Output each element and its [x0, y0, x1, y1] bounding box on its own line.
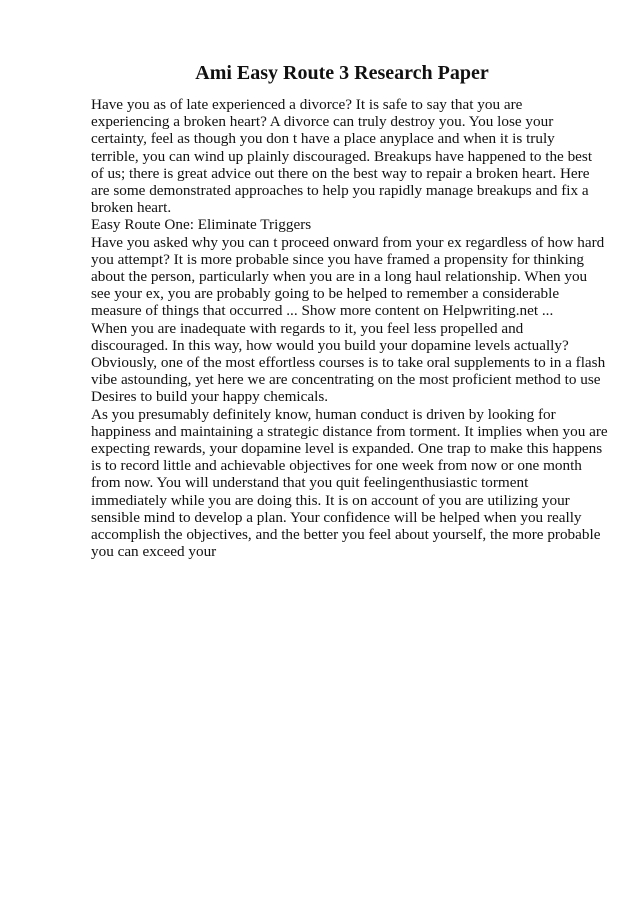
document-body	[91, 96, 608, 561]
body-line: are some demonstrated approaches to help you rapidly manage breakups and fix a	[91, 182, 589, 200]
body-line: broken heart.	[91, 199, 172, 217]
body-line: you attempt? It is more probable since you have framed a propensity for thinking	[91, 250, 585, 268]
body-line: sensible mind to develop a plan. Your confidence will be helped when you really	[91, 508, 582, 526]
body-line: accomplish the objectives, and the better you feel about yourself, the more probable	[91, 526, 601, 544]
body-line: vibe astounding, yet here we are concentrating on the most proficient method to use	[91, 371, 601, 389]
document-title: Ami Easy Route 3 Research Paper	[195, 62, 489, 84]
body-line: see your ex, you are probably going to be helped to remember a considerable	[91, 285, 560, 303]
body-line: you can exceed your	[91, 543, 217, 561]
body-line: terrible, you can wind up plainly discouraged. Breakups have happened to the best	[91, 147, 593, 165]
body-line: from now. You will understand that you quit feelingenthusiastic torment	[91, 474, 529, 492]
body-line: happiness and maintaining a strategic distance from torment. It implies when you are	[91, 422, 608, 440]
body-line: certainty, feel as though you don t have a place anyplace and when it is truly	[91, 130, 555, 148]
body-line: is to record little and achievable objectives for one week from now or one month	[91, 457, 582, 475]
body-line: expecting rewards, your dopamine level is expanded. One trap to make this happens	[91, 440, 603, 458]
body-line: As you presumably definitely know, human conduct is driven by looking for	[91, 405, 556, 423]
body-line: Have you asked why you can t proceed onward from your ex regardless of how hard	[91, 233, 605, 251]
section-heading: Easy Route One: Eliminate Triggers	[91, 216, 312, 234]
body-line: discouraged. In this way, how would you build your dopamine levels actually?	[91, 336, 569, 354]
body-line: immediately while you are doing this. It is on account of you are utilizing your	[91, 491, 570, 509]
body-line: Obviously, one of the most effortless courses is to take oral supplements to in a flash	[91, 354, 606, 372]
body-line: of us; there is great advice out there on the best way to repair a broken heart. Here	[91, 164, 590, 182]
body-line: experiencing a broken heart? A divorce can truly destroy you. You lose your	[91, 113, 554, 131]
body-line: Have you as of late experienced a divorce? It is safe to say that you are	[91, 96, 523, 113]
body-line: measure of things that occurred ... Show more content on Helpwriting.net ...	[91, 302, 554, 320]
body-line: When you are inadequate with regards to it, you feel less propelled and	[91, 319, 524, 337]
body-line: Desires to build your happy chemicals.	[91, 388, 329, 406]
body-line: about the person, particularly when you are in a long haul relationship. When you	[91, 268, 588, 286]
